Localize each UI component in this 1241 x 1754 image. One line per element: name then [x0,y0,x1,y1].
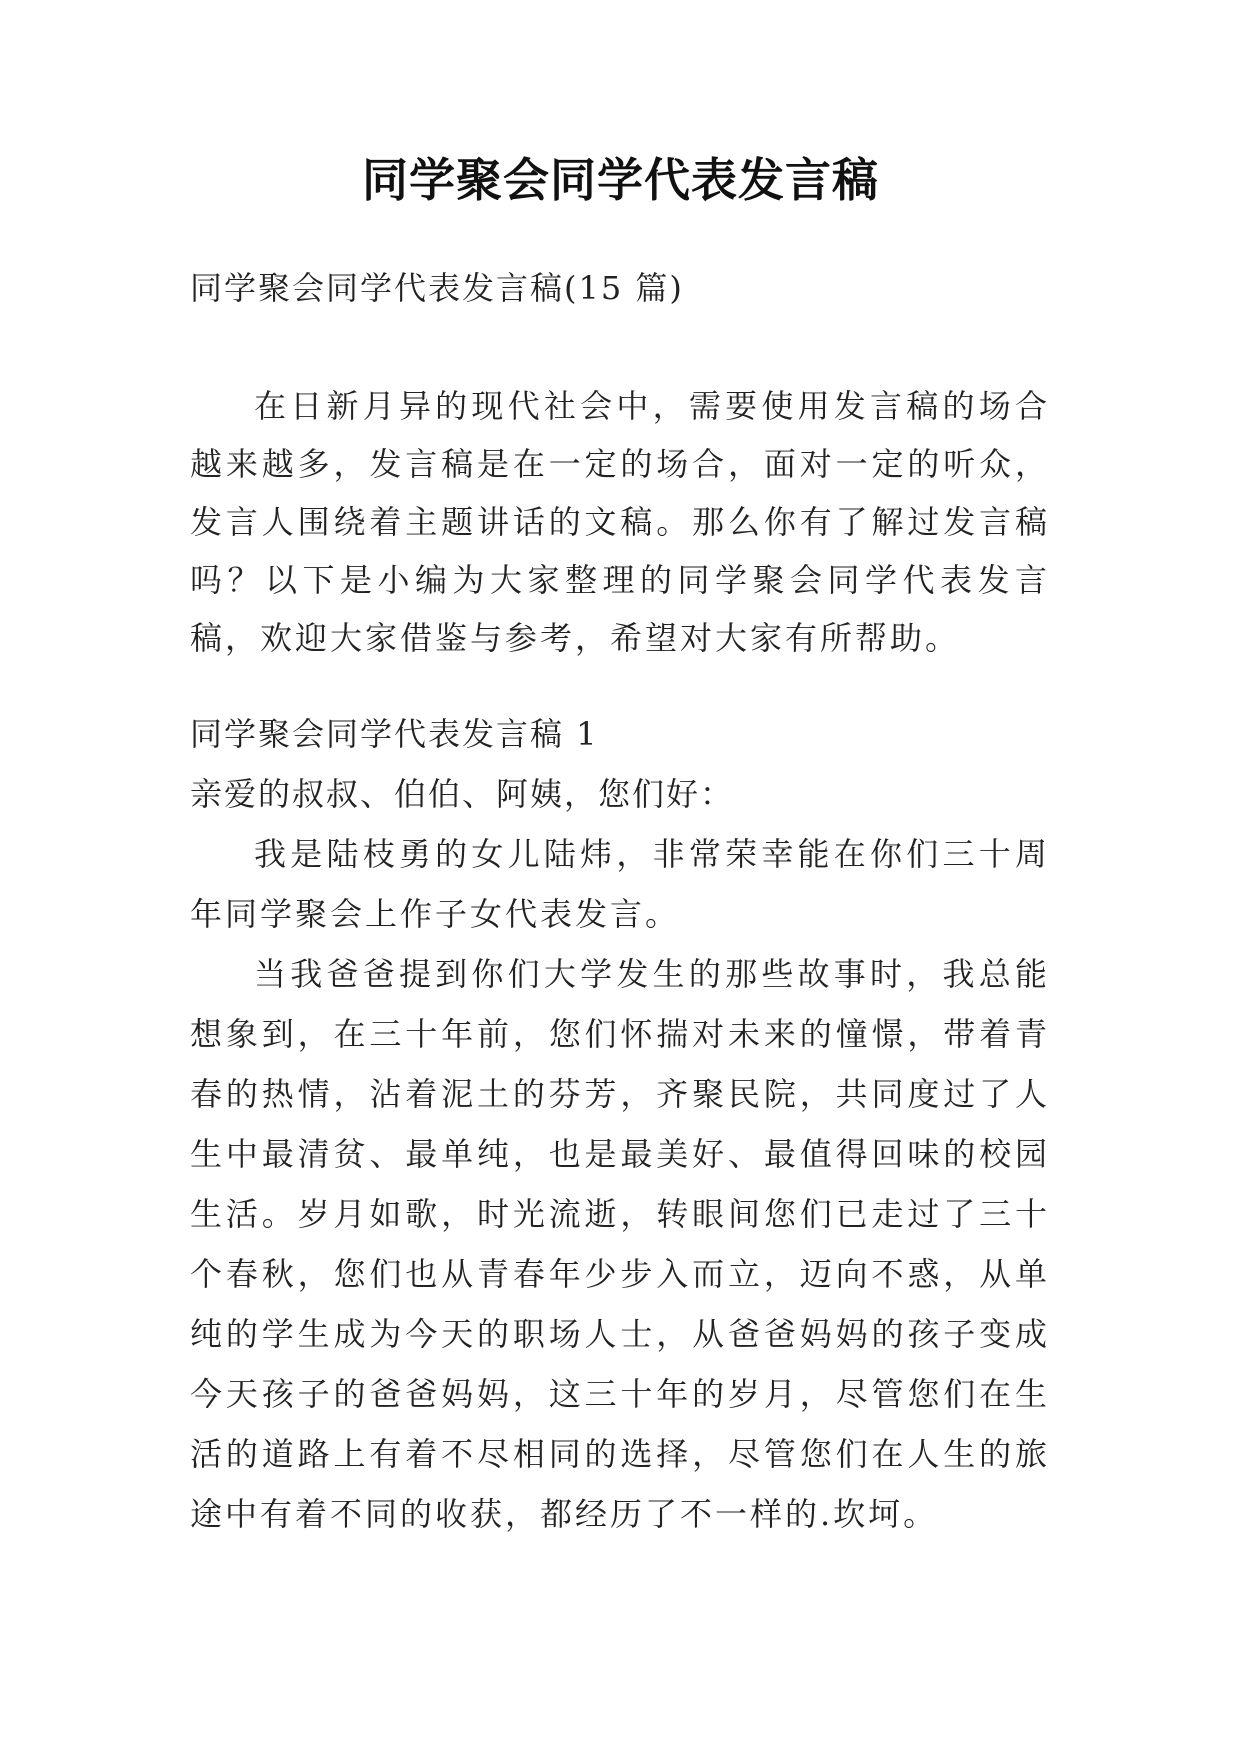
section-heading: 同学聚会同学代表发言稿 1 [190,715,599,753]
document-subtitle: 同学聚会同学代表发言稿(15 篇) [190,269,684,307]
greeting-line: 亲爱的叔叔、伯伯、阿姨，您们好： [190,775,735,813]
document-body [190,258,1050,1544]
spacer [190,318,1050,377]
intro-paragraph: 在日新月异的现代社会中，需要使用发言稿的场合越来越多，发言稿是在一定的场合，面对一定的听众，发言人围绕着主题讲话的文稿。那么你有了解过发言稿吗？以下是小编为大家整理的同学聚会同学代表发言稿，欢迎大家借鉴与参考，希望对大家有所帮助。 [190,387,1050,657]
spacer [190,667,1050,704]
body-paragraph: 当我爸爸提到你们大学发生的那些故事时，我总能想象到，在三十年前，您们怀揣对未来的憧憬，带着青春的热情，沾着泥土的芬芳，齐聚民院，共同度过了人生中最清贫、最单纯，也是最美好、最值得回味的校园生活。岁月如歌，时光流逝，转眼间您们已走过了三十个春秋，您们也从青春年少步入而立，迈向不惑，从单纯的学生成为今天的职场人士，从爸爸妈妈的孩子变成今天孩子的爸爸妈妈，这三十年的岁月，尽管您们在生活的道路上有着不尽相同的选择，尽管您们在人生的旅途中有着不同的收获，都经历了不一样的.坎坷。 [190,955,1050,1533]
document-title: 同学聚会同学代表发言稿 [362,153,879,207]
body-paragraph: 我是陆枝勇的女儿陆炜，非常荣幸能在你们三十周年同学聚会上作子女代表发言。 [190,835,1050,933]
